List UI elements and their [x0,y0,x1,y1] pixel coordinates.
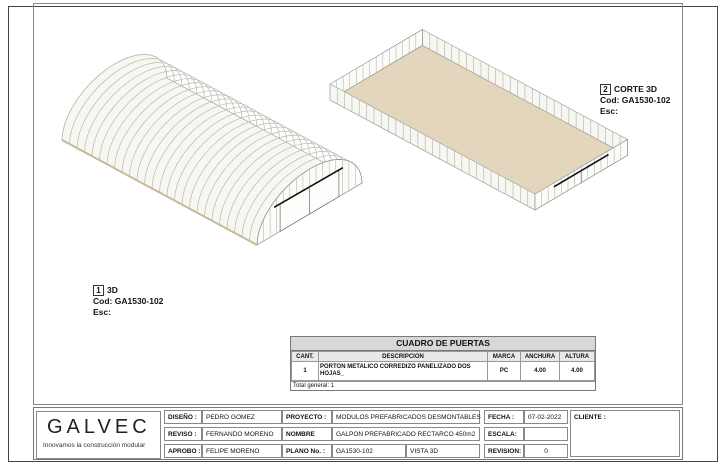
company-logo [36,411,161,459]
view-2-number: 2 [600,84,611,95]
escala-value [524,427,568,441]
view-1-number: 1 [93,285,104,296]
header-cant: CANT. [292,352,319,362]
diseno-label: DISEÑO : [164,410,202,424]
header-descripcion: DESCRIPCION [319,352,488,362]
building-shell [62,54,362,245]
proyecto-label: PROYECTO : [282,410,332,424]
view-1-code-label: Cod: [93,296,113,306]
logo-tagline: Innovamos la construcción modular [43,442,146,449]
cell-descripcion: PORTON METALICO CORREDIZO PANELIZADO DOS HOJAS_ [319,362,488,381]
plano-label: PLANO No. : [282,444,332,458]
nombre-label: NOMBRE [282,427,332,441]
cell-altura: 4.00 [560,362,595,381]
header-marca: MARCA [488,352,521,362]
aprobo-label: APROBO : [164,444,202,458]
view-1-scale-label: Esc: [93,307,111,317]
view-2-code-label: Cod: [600,95,620,105]
door-schedule [290,336,596,391]
vista-value: VISTA 3D [406,444,480,458]
view-1-code: GA1530-102 [114,296,164,306]
escala-label: ESCALA: [484,427,524,441]
revision-label: REVISION: [484,444,524,458]
fecha-label: FECHA : [484,410,524,424]
table-row [292,362,595,381]
aprobo-value: FELIPE MORENO [202,444,282,458]
fecha-value: 07-02-2022 [524,410,568,424]
cliente-label: CLIENTE : [570,410,680,457]
view-2-code: GA1530-102 [621,95,671,105]
building-section-view [330,29,627,210]
diseno-value: PEDRO GOMEZ [202,410,282,424]
view-1-title: 3D [107,285,118,295]
title-block [33,407,683,460]
revision-value: 0 [524,444,568,458]
logo-wordmark: GALVEC [47,416,151,438]
view-2-label [600,84,670,117]
view-1-label [93,285,163,318]
nombre-value: GALPON PREFABRICADO RECTARCO 450m2 [332,427,480,441]
door-schedule-title: CUADRO DE PUERTAS [291,337,595,351]
view-2-title: CORTE 3D [614,84,657,94]
door-schedule-total: Total general: 1 [291,381,595,390]
door-schedule-header-row [292,352,595,362]
plano-value: GA1530-102 [332,444,406,458]
building-3d-view [62,54,362,245]
cell-marca: PC [488,362,521,381]
cell-anchura: 4.00 [521,362,560,381]
reviso-label: REVISO : [164,427,202,441]
header-altura: ALTURA [560,352,595,362]
cell-cant: 1 [292,362,319,381]
proyecto-value: MODULOS PREFABRICADOS DESMONTABLES [332,410,480,424]
view-2-scale-label: Esc: [600,106,618,116]
header-anchura: ANCHURA [521,352,560,362]
door-schedule-table [291,351,595,381]
reviso-value: FERNANDO MORENO [202,427,282,441]
